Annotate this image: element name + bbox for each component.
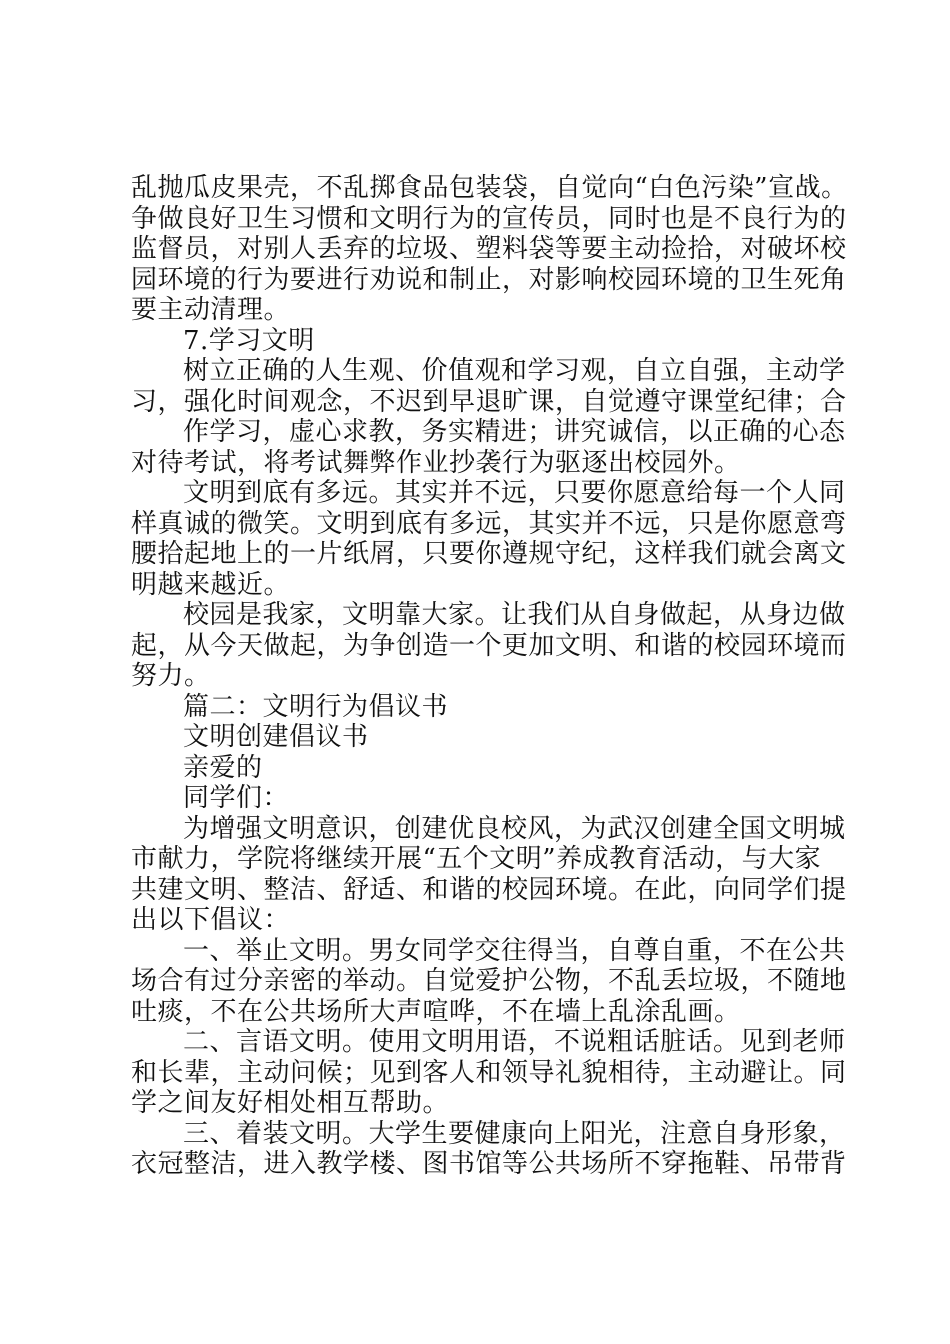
text-line: 明越来越近。 (131, 569, 291, 600)
text-line: 场合有过分亲密的举动。自觉爱护公物，不乱丢垃圾，不随地 (131, 966, 847, 996)
text-line: 树立正确的人生观、价值观和学习观，自立自强，主动学 (183, 356, 846, 386)
text-line: 文明到底有多远。其实并不远，只要你愿意给每一个人同 (183, 478, 846, 508)
text-line: 二、言语文明。使用文明用语，不说粗话脏话。见到老师 (183, 1027, 846, 1057)
text-line: 争做良好卫生习惯和文明行为的宣传员，同时也是不良行为的 (131, 203, 847, 234)
text-line: 乱抛瓜皮果壳，不乱掷食品包装袋，自觉向“白色污染”宣战。 (131, 173, 848, 203)
text-line: 共建文明、整洁、舒适、和谐的校园环境。在此，向同学们提 (131, 874, 847, 905)
text-line: 园环境的行为要进行劝说和制止，对影响校园环境的卫生死角 (131, 264, 847, 295)
section-heading: 篇二：文明行为倡议书 (183, 691, 449, 722)
text-line: 和长辈，主动问候；见到客人和领导礼貌相待，主动避让。同 (131, 1057, 847, 1088)
text-line: 校园是我家，文明靠大家。让我们从自身做起，从身边做 (183, 600, 846, 630)
text-line: 一、举止文明。男女同学交往得当，自尊自重，不在公共 (183, 935, 846, 966)
text-line: 吐痰，不在公共场所大声喧哗，不在墙上乱涂乱画。 (131, 996, 741, 1027)
text-line: 三、着装文明。大学生要健康向上阳光，注意自身形象， (183, 1118, 846, 1149)
text-line: 作学习，虚心求教，务实精进；讲究诚信，以正确的心态 (183, 417, 846, 447)
document-title: 文明创建倡议书 (183, 722, 369, 752)
text-line: 监督员，对别人丢弃的垃圾、塑料袋等要主动捡拾，对破坏校 (131, 234, 847, 264)
salutation: 亲爱的 (183, 752, 263, 783)
text-line: 努力。 (131, 661, 211, 691)
section-heading: 7.学习文明 (183, 325, 315, 356)
text-line: 习，强化时间观念，不迟到早退旷课，自觉遵守课堂纪律；合 (131, 386, 847, 417)
text-line: 要主动清理。 (131, 295, 291, 325)
text-line: 起，从今天做起，为争创造一个更加文明、和谐的校园环境而 (131, 630, 847, 661)
text-line: 为增强文明意识，创建优良校风，为武汉创建全国文明城 (183, 813, 846, 844)
text-line: 衣冠整洁，进入教学楼、图书馆等公共场所不穿拖鞋、吊带背 (131, 1149, 847, 1179)
salutation: 同学们： (183, 783, 290, 813)
text-line: 出以下倡议： (131, 905, 291, 935)
text-line: 学之间友好相处相互帮助。 (131, 1088, 450, 1118)
document-body (131, 173, 848, 1180)
text-line: 市献力，学院将继续开展“五个文明”养成教育活动，与大家 (131, 844, 822, 874)
text-line: 对待考试，将考试舞弊作业抄袭行为驱逐出校园外。 (131, 447, 741, 478)
text-line: 样真诚的微笑。文明到底有多远，其实并不远，只是你愿意弯 (131, 508, 847, 539)
text-line: 腰拾起地上的一片纸屑，只要你遵规守纪，这样我们就会离文 (131, 539, 847, 569)
